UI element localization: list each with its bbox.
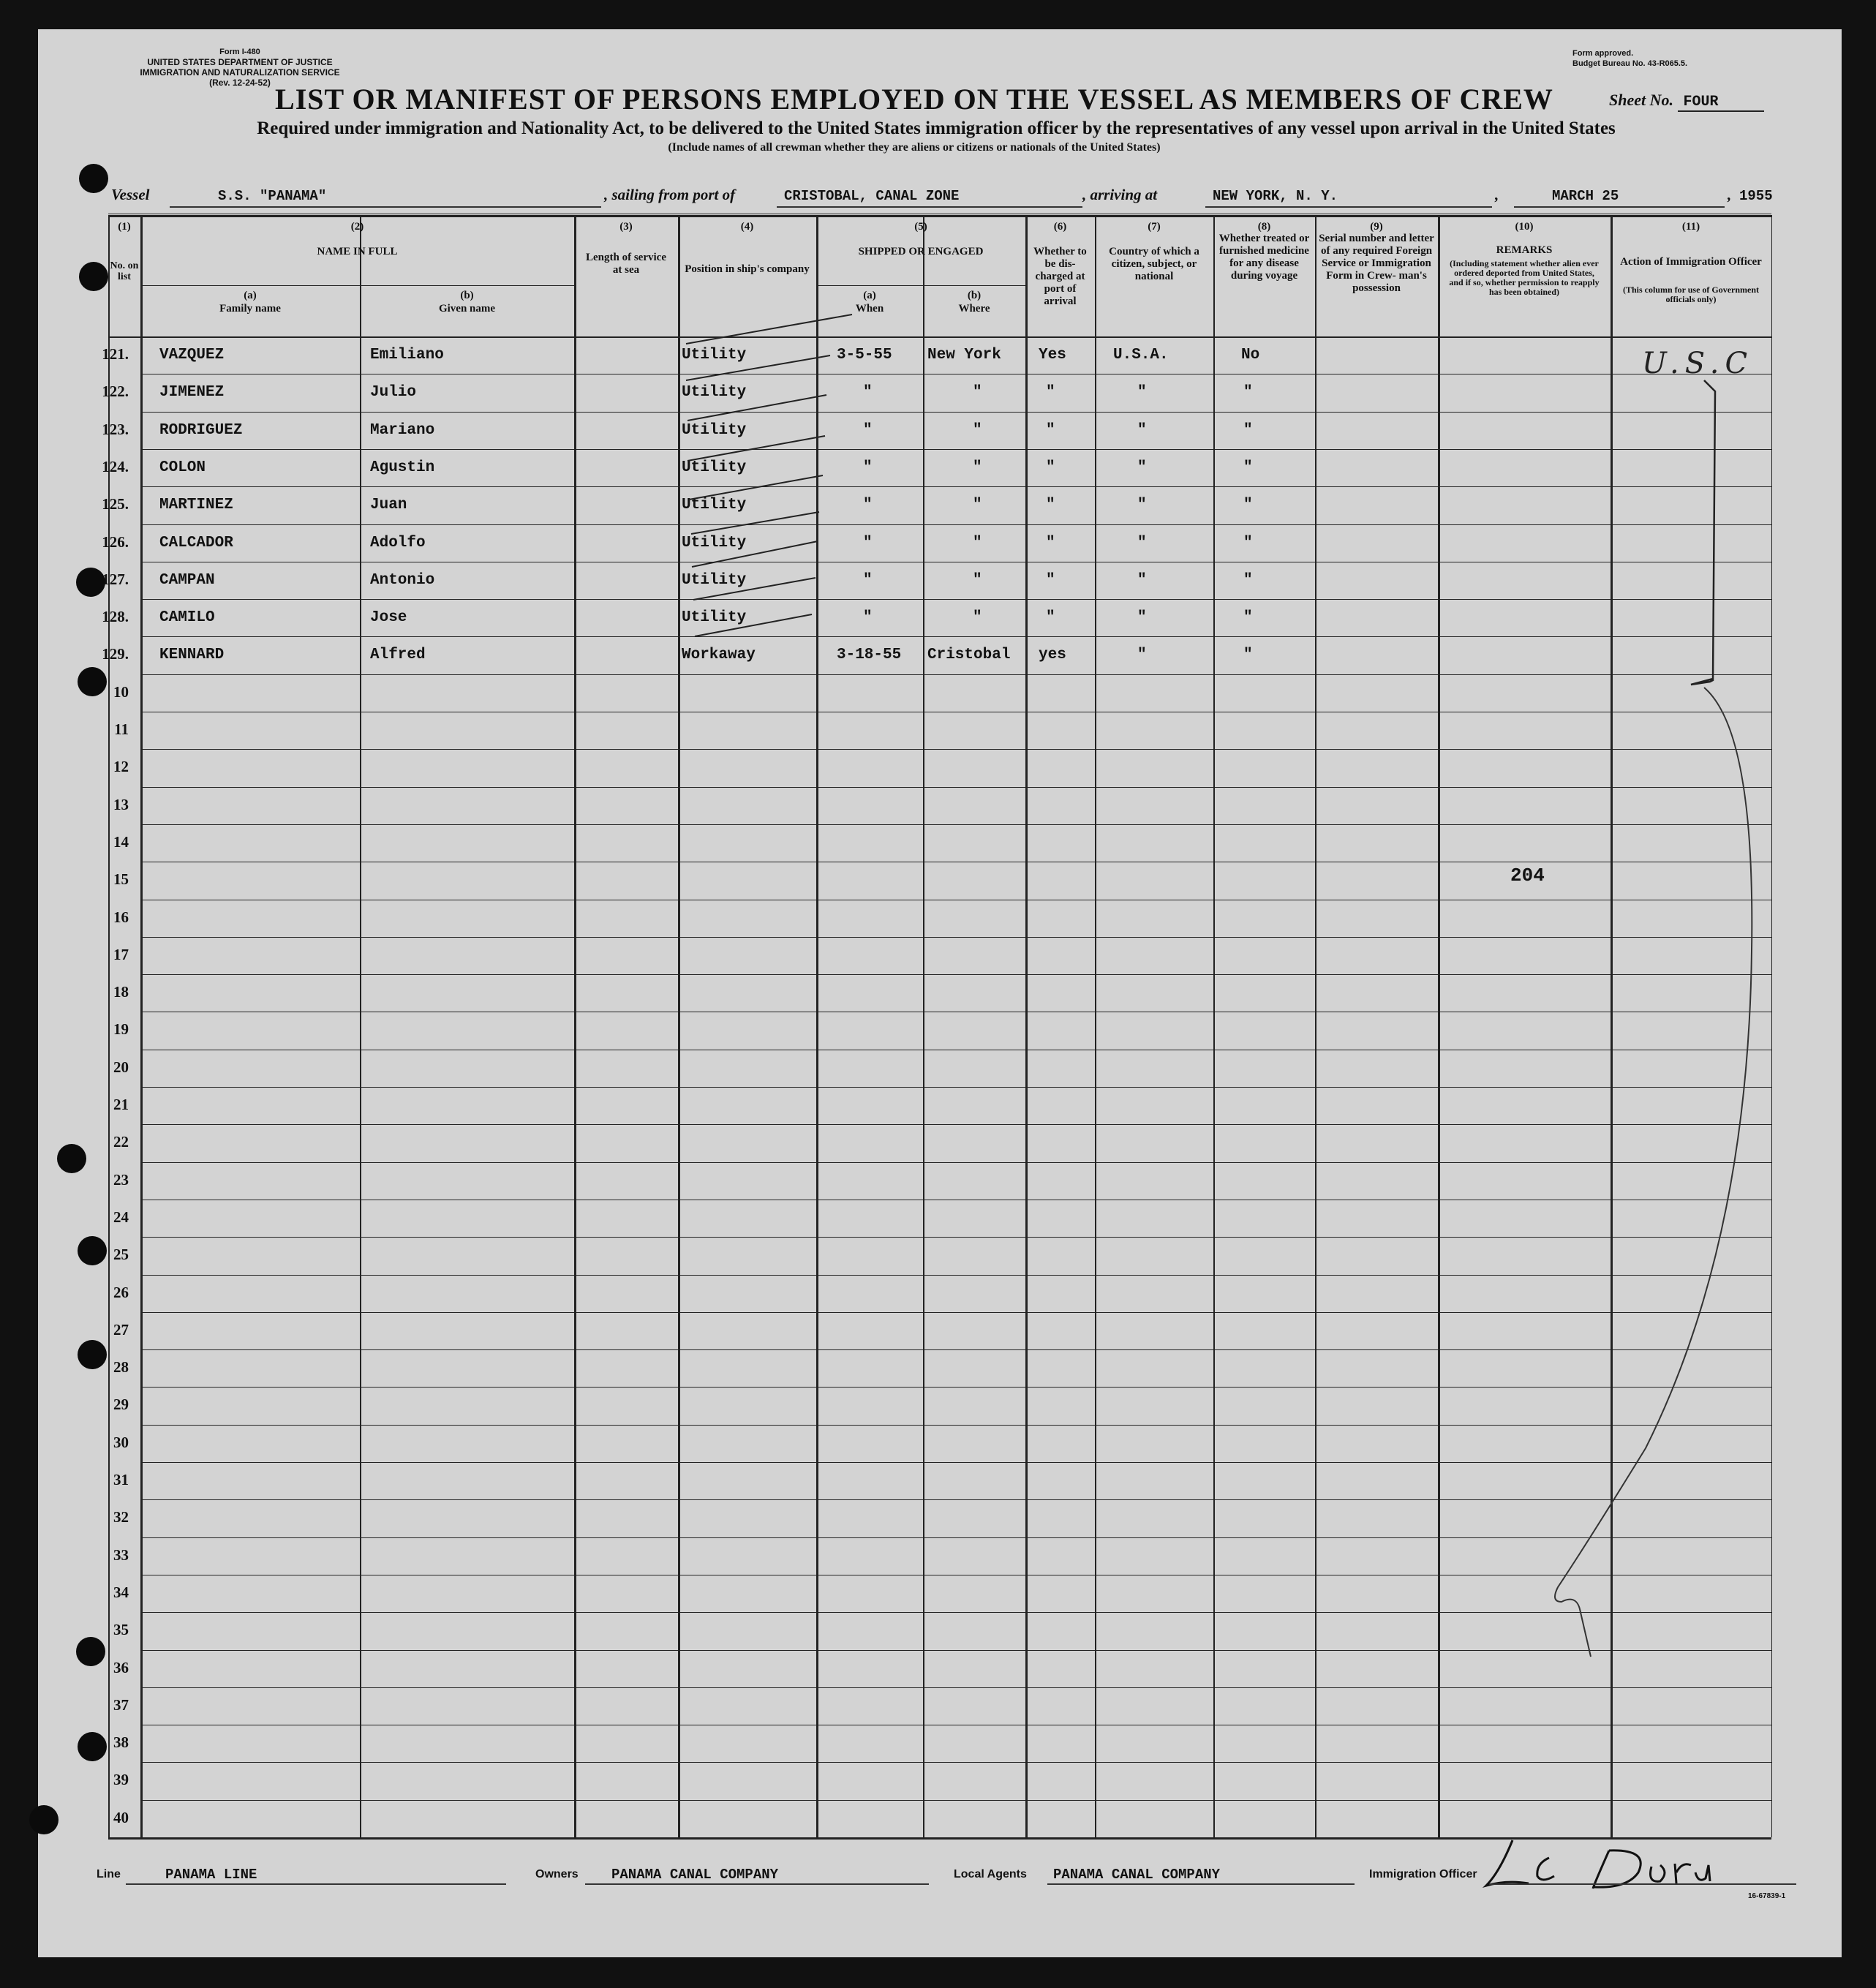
stamp-number: 204 [1510, 865, 1545, 886]
line-value: PANAMA LINE [165, 1867, 257, 1883]
family-name-cell: KENNARD [159, 647, 225, 664]
discharged-cell: " [1046, 384, 1055, 402]
country-cell: " [1137, 571, 1147, 589]
row-number: 34 [113, 1583, 129, 1601]
sheet-value: FOUR [1678, 94, 1764, 112]
country-cell: " [1137, 609, 1147, 627]
vessel-label: Vessel [111, 186, 150, 203]
shipped-when-cell: " [863, 384, 873, 402]
shipped-when-cell: " [863, 421, 873, 439]
family-name-cell: COLON [159, 459, 206, 476]
treated-cell: " [1243, 421, 1253, 439]
discharged-cell: " [1046, 459, 1055, 476]
row-number: 27 [113, 1320, 129, 1338]
family-name-cell: CAMILO [159, 609, 215, 627]
header-given-letter: (b) [460, 290, 474, 301]
column-number: (4) [740, 221, 754, 233]
family-name-cell: CAMPAN [159, 571, 215, 589]
header-family-name: Family name [219, 303, 281, 315]
row-number: 121. [102, 345, 129, 363]
country-cell: " [1137, 534, 1147, 551]
family-name-cell: VAZQUEZ [159, 347, 225, 364]
row-number: 38 [113, 1733, 129, 1752]
row-number: 19 [113, 1020, 129, 1039]
header-discharged: Whether to be dis- charged at port of arrival [1033, 246, 1087, 307]
document-title: LIST OR MANIFEST OF PERSONS EMPLOYED ON THE VESSEL AS MEMBERS OF CREW [275, 83, 1553, 116]
row-number: 10 [113, 682, 129, 701]
country-cell: " [1137, 647, 1147, 664]
shipped-when-cell: " [863, 459, 873, 476]
row-number: 40 [113, 1808, 129, 1826]
given-name-cell: Juan [370, 497, 407, 514]
header-officer-note: (This column for use of Government officials only) [1622, 285, 1760, 304]
header-treated: Whether treated or furnished medicine for any disease during voyage [1218, 233, 1310, 282]
row-number: 32 [113, 1508, 129, 1526]
family-name-cell: MARTINEZ [159, 497, 233, 514]
position-cell: Utility [682, 384, 747, 402]
shipped-when-cell: " [863, 534, 873, 551]
header-where: Where [958, 303, 990, 315]
position-cell: Utility [682, 571, 747, 589]
row-number: 18 [113, 983, 129, 1001]
budget-bureau: Budget Bureau No. 43-R065.5. [1572, 59, 1688, 68]
family-name-cell: JIMENEZ [159, 384, 225, 402]
service-name: IMMIGRATION AND NATURALIZATION SERVICE [140, 67, 340, 78]
position-cell: Workaway [682, 647, 756, 664]
given-name-cell: Emiliano [370, 347, 444, 364]
given-name-cell: Adolfo [370, 534, 426, 551]
country-cell: U.S.A. [1113, 347, 1169, 364]
document-subtitle: Required under immigration and Nationality Act, to be delivered to the United States immigration officer by the representatives of any vessel upon arrival in the United States [257, 118, 1616, 138]
column-number: (11) [1681, 221, 1700, 233]
row-number: 126. [102, 532, 129, 551]
header-given-name: Given name [438, 303, 496, 315]
row-number: 12 [113, 758, 129, 776]
given-name-cell: Alfred [370, 647, 426, 664]
row-number: 23 [113, 1170, 129, 1189]
shipped-where-cell: Cristobal [927, 647, 1011, 664]
row-number: 24 [113, 1208, 129, 1226]
row-number: 20 [113, 1058, 129, 1076]
row-number: 36 [113, 1658, 129, 1676]
row-number: 15 [113, 870, 129, 889]
position-cell: Utility [682, 421, 747, 439]
agents-label: Local Agents [954, 1868, 1027, 1880]
arriving-label: , arriving at [1082, 186, 1158, 203]
treated-cell: " [1243, 647, 1253, 664]
row-number: 28 [113, 1358, 129, 1377]
header-position: Position in ship's company [685, 263, 810, 275]
row-number: 13 [113, 795, 129, 813]
column-number: (8) [1257, 221, 1271, 233]
row-number: 21 [113, 1096, 129, 1113]
print-code: 16-67839-1 [1748, 1892, 1786, 1900]
shipped-where-cell: " [973, 571, 982, 589]
header-remarks: REMARKS [1496, 244, 1553, 256]
given-name-cell: Jose [370, 609, 407, 627]
shipped-where-cell: New York [927, 347, 1001, 364]
row-number: 127. [102, 570, 129, 588]
position-cell: Utility [682, 609, 747, 627]
row-number: 29 [113, 1396, 129, 1414]
row-number: 128. [102, 608, 129, 626]
shipped-when-cell: 3-5-55 [837, 347, 892, 364]
shipped-where-cell: " [973, 421, 982, 439]
position-cell: Utility [682, 497, 747, 514]
shipped-when-cell: " [863, 497, 873, 514]
header-officer-action: Action of Immigration Officer [1620, 256, 1762, 268]
country-cell: " [1137, 497, 1147, 514]
header-serial-number: Serial number and letter of any required Foreign Service or Immigration Form in Crew- man's possession [1319, 233, 1434, 294]
header-family-letter: (a) [244, 290, 257, 301]
position-cell: Utility [682, 459, 747, 476]
officer-label: Immigration Officer [1369, 1868, 1477, 1880]
header-when-letter: (a) [863, 290, 876, 301]
treated-cell: " [1243, 534, 1253, 551]
shipped-when-cell: " [863, 609, 873, 627]
header-shipped-or-engaged: SHIPPED OR ENGAGED [858, 246, 984, 257]
row-number: 129. [102, 645, 129, 663]
owners-value: PANAMA CANAL COMPANY [611, 1867, 779, 1883]
row-number: 26 [113, 1283, 129, 1301]
row-number: 30 [113, 1433, 129, 1451]
country-cell: " [1137, 384, 1147, 402]
sailing-port: CRISTOBAL, CANAL ZONE [784, 188, 960, 204]
form-approved: Form approved. [1572, 49, 1634, 58]
row-number: 17 [113, 945, 129, 963]
header-remarks-note: (Including statement whether alien ever ordered deported from United States, and if so, whether permission to reapply has been obtained) [1449, 258, 1600, 297]
shipped-where-cell: " [973, 459, 982, 476]
treated-cell: No [1241, 347, 1260, 364]
treated-cell: " [1243, 497, 1253, 514]
column-number: (7) [1148, 221, 1161, 233]
discharged-cell: " [1046, 571, 1055, 589]
discharged-cell: " [1046, 609, 1055, 627]
owners-label: Owners [535, 1868, 579, 1880]
arriving-port: NEW YORK, N. Y. [1213, 188, 1338, 204]
column-number: (5) [914, 221, 927, 233]
row-number: 123. [102, 420, 129, 438]
shipped-where-cell: " [973, 534, 982, 551]
arrival-date: MARCH 25 [1552, 188, 1619, 204]
row-number: 31 [113, 1471, 129, 1488]
shipped-where-cell: " [973, 609, 982, 627]
given-name-cell: Mariano [370, 421, 435, 439]
crew-note: (Include names of all crewman whether they are aliens or citizens or nationals of the United States) [668, 141, 1161, 154]
column-number: (1) [118, 221, 131, 233]
position-cell: Utility [682, 347, 747, 364]
row-number: 11 [114, 720, 129, 738]
country-cell: " [1137, 421, 1147, 439]
country-cell: " [1137, 459, 1147, 476]
shipped-where-cell: " [973, 497, 982, 514]
row-number: 125. [102, 495, 129, 513]
given-name-cell: Antonio [370, 571, 435, 589]
position-cell: Utility [682, 534, 747, 551]
treated-cell: " [1243, 384, 1253, 402]
given-name-cell: Agustin [370, 459, 435, 476]
discharged-cell: " [1046, 497, 1055, 514]
row-number: 35 [113, 1621, 129, 1639]
sheet-label: Sheet No. [1609, 91, 1673, 109]
header-when: When [855, 303, 884, 315]
revision-date: (Rev. 12-24-52) [209, 78, 271, 88]
given-name-cell: Julio [370, 384, 417, 402]
column-number: (2) [350, 221, 364, 233]
header-no-on-list: No. on list [110, 260, 139, 282]
officer-mark: U.S.C [1642, 347, 1754, 380]
sailing-label: , sailing from port of [604, 186, 736, 203]
shipped-where-cell: " [973, 384, 982, 402]
header-where-letter: (b) [967, 290, 982, 301]
header-country: Country of which a citizen, subject, or national [1109, 246, 1199, 282]
vessel-name: S.S. "PANAMA" [218, 188, 327, 204]
row-number: 122. [102, 383, 129, 401]
department-name: UNITED STATES DEPARTMENT OF JUSTICE [147, 57, 333, 67]
discharged-cell: yes [1039, 647, 1066, 664]
shipped-when-cell: 3-18-55 [837, 647, 902, 664]
row-number: 22 [113, 1133, 129, 1151]
column-number: (6) [1053, 221, 1067, 233]
row-number: 37 [113, 1695, 129, 1714]
discharged-cell: Yes [1039, 347, 1066, 364]
discharged-cell: " [1046, 534, 1055, 551]
header-name-in-full: NAME IN FULL [317, 246, 398, 257]
treated-cell: " [1243, 459, 1253, 476]
discharged-cell: " [1046, 421, 1055, 439]
arrival-year: 1955 [1739, 188, 1773, 204]
treated-cell: " [1243, 609, 1253, 627]
header-length-of-service: Length of service at sea [586, 252, 666, 276]
column-number: (10) [1515, 221, 1534, 233]
form-id: Form I-480 [219, 48, 260, 56]
row-number: 16 [113, 908, 129, 926]
column-number: (3) [619, 221, 633, 233]
agents-value: PANAMA CANAL COMPANY [1053, 1867, 1221, 1883]
line-label: Line [97, 1868, 121, 1880]
shipped-when-cell: " [863, 571, 873, 589]
row-number: 14 [113, 832, 129, 851]
treated-cell: " [1243, 571, 1253, 589]
family-name-cell: RODRIGUEZ [159, 421, 243, 439]
row-number: 25 [113, 1246, 129, 1264]
column-number: (9) [1370, 221, 1383, 233]
row-number: 39 [113, 1771, 129, 1789]
row-number: 33 [113, 1545, 129, 1564]
family-name-cell: CALCADOR [159, 534, 233, 551]
row-number: 124. [102, 457, 129, 475]
